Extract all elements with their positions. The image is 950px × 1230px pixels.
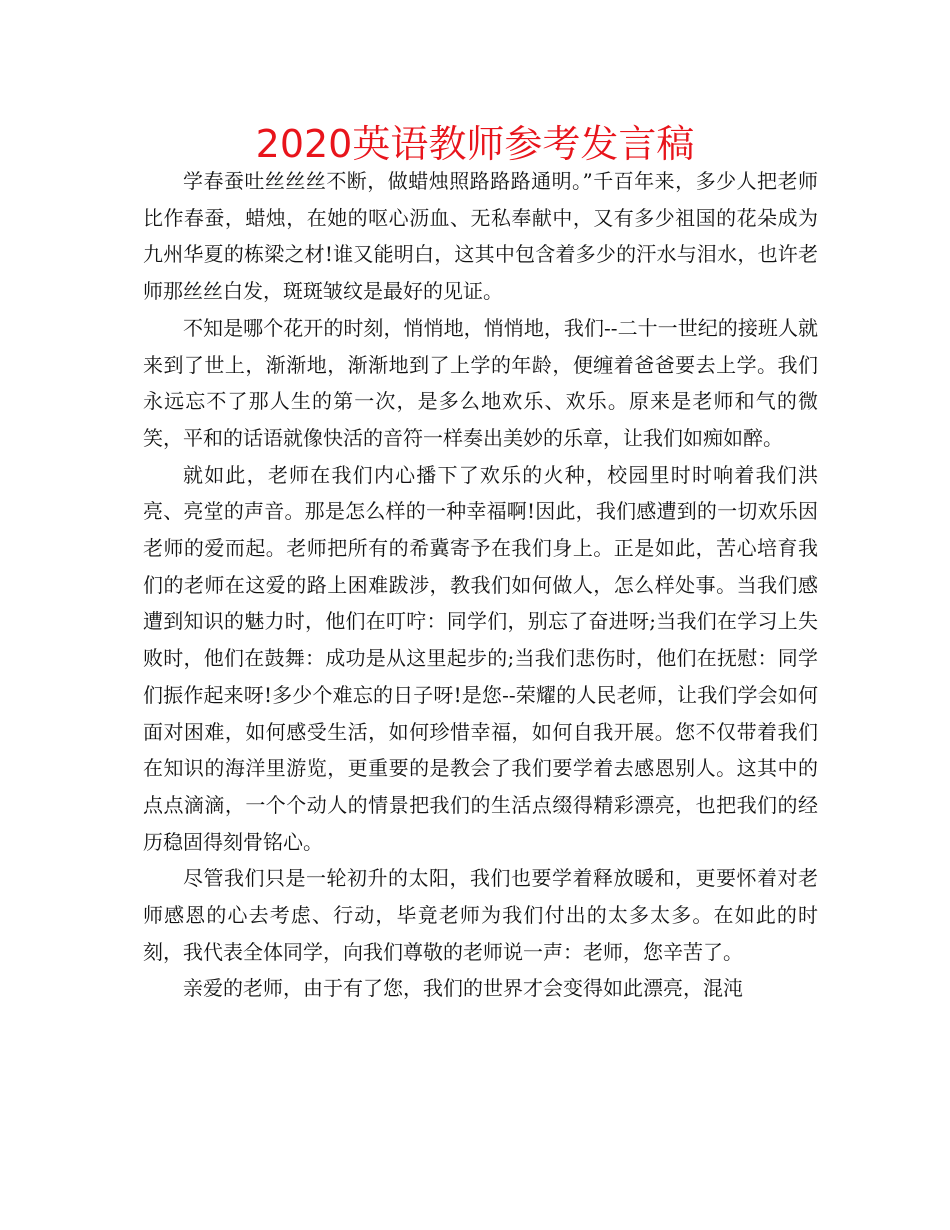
document-body bbox=[143, 163, 818, 1007]
paragraph-3: 就如此，老师在我们内心播下了欢乐的火种，校园里时时响着我们洪亮、亮堂的声音。那是怎么样的一种幸福啊!因此，我们感遭到的一切欢乐因老师的爱而起。老师把所有的希冀寄予在我们身上。正是如此，苦心培育我们的老师在这爱的路上困难跋涉，教我们如何做人，怎么样处事。当我们感遭到知识的魅力时，他们在叮咛：同学们，别忘了奋进呀;当我们在学习上失败时，他们在鼓舞：成功是从这里起步的;当我们悲伤时，他们在抚慰：同学们振作起来呀!多少个难忘的日子呀!是您--荣耀的人民老师，让我们学会如何面对困难，如何感受生活，如何珍惜幸福，如何自我开展。您不仅带着我们在知识的海洋里游览，更重要的是教会了我们要学着去感恩别人。这其中的点点滴滴，一个个动人的情景把我们的生活点缀得精彩漂亮，也把我们的经历稳固得刻骨铭心。 bbox=[143, 462, 818, 854]
paragraph-4: 尽管我们只是一轮初升的太阳，我们也要学着释放暖和，更要怀着对老师感恩的心去考虑、行动，毕竟老师为我们付出的太多太多。在如此的时刻，我代表全体同学，向我们尊敬的老师说一声：老师，您辛苦了。 bbox=[143, 866, 818, 964]
paragraph-1: 学春蚕吐丝丝丝不断，做蜡烛照路路路通明。”千百年来，多少人把老师比作春蚕，蜡烛，在她的呕心沥血、无私奉献中，又有多少祖国的花朵成为九州华夏的栋梁之材!谁又能明白，这其中包含着多少的汗水与泪水，也许老师那丝丝白发，斑斑皱纹是最好的见证。 bbox=[143, 169, 818, 304]
paragraph-5: 亲爱的老师，由于有了您，我们的世界才会变得如此漂亮，混沌 bbox=[183, 976, 743, 1001]
paragraph-2: 不知是哪个花开的时刻，悄悄地，悄悄地，我们--二十一世纪的接班人就来到了世上，渐渐地，渐渐地到了上学的年龄，便缠着爸爸要去上学。我们永远忘不了那人生的第一次，是多么地欢乐、欢乐。原来是老师和气的微笑，平和的话语就像快活的音符一样奏出美妙的乐章，让我们如痴如醉。 bbox=[143, 315, 818, 450]
document-title: 2020英语教师参考发言稿 bbox=[255, 122, 695, 166]
